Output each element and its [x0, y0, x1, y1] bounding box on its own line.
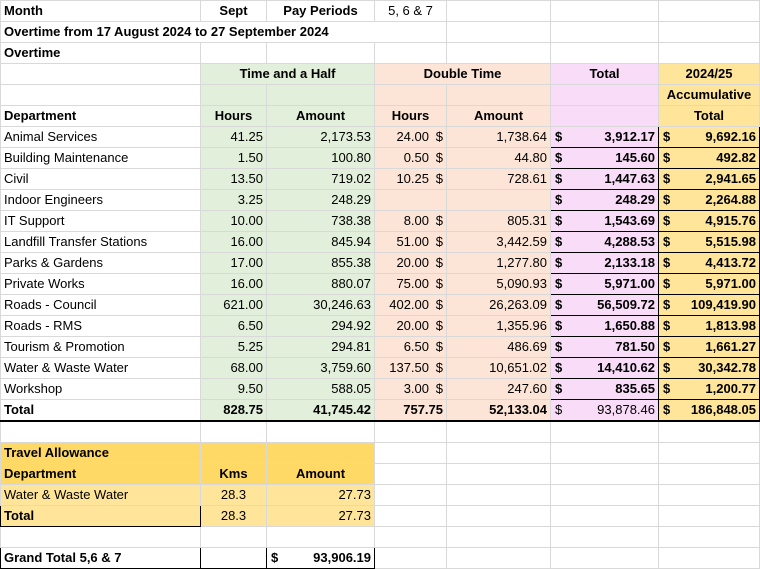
cell-value: 248.29: [615, 192, 655, 207]
currency-symbol: $: [663, 192, 671, 207]
accum-cell[interactable]: [659, 337, 760, 358]
department-cell[interactable]: Indoor Engineers: [1, 190, 201, 211]
total-cell[interactable]: [551, 316, 659, 337]
accum-cell[interactable]: [659, 127, 760, 148]
empty-cell[interactable]: [447, 485, 551, 506]
currency-symbol: $: [555, 402, 563, 417]
table-row: [1, 337, 760, 358]
th-hours-cell[interactable]: 3.25: [201, 190, 267, 211]
currency-symbol: $: [555, 297, 563, 312]
table-row: [1, 190, 760, 211]
currency-symbol: $: [435, 381, 443, 396]
cell-value: 51.00: [396, 234, 429, 249]
department-cell[interactable]: Civil: [1, 169, 201, 190]
empty-cell[interactable]: [551, 548, 659, 569]
range-text[interactable]: Overtime from 17 August 2024 to 27 September 2024: [1, 22, 447, 43]
currency-symbol: $: [555, 234, 563, 249]
empty-cell[interactable]: [375, 548, 447, 569]
pay-periods-label[interactable]: Pay Periods: [267, 1, 375, 22]
empty-cell[interactable]: [375, 443, 447, 464]
empty-cell[interactable]: [375, 464, 447, 485]
accum-cell[interactable]: [659, 295, 760, 316]
cell-value: 5,515.98: [705, 234, 756, 249]
total-header[interactable]: Total: [551, 64, 659, 85]
travel-amount-header[interactable]: Amount: [267, 464, 375, 485]
currency-symbol: $: [555, 255, 563, 270]
accum-cell[interactable]: [659, 379, 760, 400]
empty-cell[interactable]: [551, 464, 659, 485]
th-amount-cell[interactable]: 3,759.60: [267, 358, 375, 379]
travel-dept-header[interactable]: Department: [1, 464, 201, 485]
dt-amount-total[interactable]: 52,133.04: [447, 400, 551, 422]
empty-cell[interactable]: [375, 506, 447, 527]
table-row: [1, 148, 760, 169]
currency-symbol: $: [663, 297, 671, 312]
dt-hours-cell[interactable]: [375, 379, 447, 400]
currency-symbol: $: [663, 171, 671, 186]
travel-kms-header[interactable]: Kms: [201, 464, 267, 485]
empty-cell[interactable]: [447, 85, 551, 106]
empty-cell[interactable]: [267, 421, 375, 443]
dt-hours-cell[interactable]: [375, 232, 447, 253]
department-cell[interactable]: Roads - Council: [1, 295, 201, 316]
currency-symbol: $: [435, 297, 443, 312]
th-hours-cell[interactable]: 41.25: [201, 127, 267, 148]
cell-value: 4,288.53: [604, 234, 655, 249]
column-header-row: [1, 106, 760, 127]
totals-row: [1, 400, 760, 422]
cell-value: 5,971.00: [705, 276, 756, 291]
currency-symbol: $: [555, 318, 563, 333]
month-label[interactable]: Month: [1, 1, 201, 22]
currency-symbol: $: [435, 276, 443, 291]
cell-value: 20.00: [396, 318, 429, 333]
cell-value: 402.00: [389, 297, 429, 312]
section-title[interactable]: Overtime: [1, 43, 201, 64]
currency-symbol: $: [555, 360, 563, 375]
department-cell[interactable]: Workshop: [1, 379, 201, 400]
th-hours-cell[interactable]: 621.00: [201, 295, 267, 316]
cell-value: 24.00: [396, 129, 429, 144]
dt-hours-cell[interactable]: [375, 211, 447, 232]
table-row: [1, 379, 760, 400]
currency-symbol: $: [435, 213, 443, 228]
currency-symbol: $: [663, 318, 671, 333]
travel-total-label[interactable]: Total: [1, 506, 201, 527]
travel-title-row: [1, 443, 760, 464]
cell-value: 1,543.69: [604, 213, 655, 228]
empty-cell[interactable]: [201, 421, 267, 443]
total-cell[interactable]: [551, 274, 659, 295]
dt-hours-header[interactable]: Hours: [375, 106, 447, 127]
table-row: [1, 169, 760, 190]
cell-value: 2,264.88: [705, 192, 756, 207]
total-cell[interactable]: [551, 169, 659, 190]
section-row: [1, 43, 760, 64]
travel-amount-cell[interactable]: 27.73: [267, 485, 375, 506]
department-cell[interactable]: Parks & Gardens: [1, 253, 201, 274]
empty-cell[interactable]: [1, 85, 201, 106]
cell-value: 20.00: [396, 255, 429, 270]
currency-symbol: $: [271, 550, 279, 565]
currency-symbol: $: [555, 129, 563, 144]
currency-symbol: $: [435, 171, 443, 186]
dt-amount-cell[interactable]: 1,277.80: [447, 253, 551, 274]
time-half-header[interactable]: Time and a Half: [201, 64, 375, 85]
dt-amount-cell[interactable]: 26,263.09: [447, 295, 551, 316]
currency-symbol: $: [555, 192, 563, 207]
empty-cell[interactable]: [659, 421, 760, 443]
empty-cell[interactable]: [447, 548, 551, 569]
th-amount-cell[interactable]: 588.05: [267, 379, 375, 400]
dt-hours-total[interactable]: 757.75: [375, 400, 447, 422]
department-cell[interactable]: IT Support: [1, 211, 201, 232]
table-row: [1, 253, 760, 274]
total-cell[interactable]: [551, 232, 659, 253]
cell-value: 1,200.77: [705, 381, 756, 396]
currency-symbol: $: [555, 276, 563, 291]
cell-value: 3.00: [403, 381, 429, 396]
th-amount-cell[interactable]: 294.81: [267, 337, 375, 358]
th-amount-cell[interactable]: 294.92: [267, 316, 375, 337]
currency-symbol: $: [435, 360, 443, 375]
cell-value: 109,419.90: [690, 297, 756, 312]
empty-cell[interactable]: [659, 464, 760, 485]
currency-symbol: $: [663, 150, 671, 165]
grand-total-value[interactable]: [267, 548, 375, 569]
th-hours-total[interactable]: 828.75: [201, 400, 267, 422]
month-row: [1, 1, 760, 22]
dt-amount-cell[interactable]: 728.61: [447, 169, 551, 190]
table-row: [1, 232, 760, 253]
empty-cell[interactable]: [447, 527, 551, 548]
currency-symbol: $: [663, 276, 671, 291]
grand-overtime-total[interactable]: [551, 400, 659, 422]
accum-cell[interactable]: [659, 169, 760, 190]
currency-symbol: $: [435, 339, 443, 354]
dt-amount-cell[interactable]: 1,355.96: [447, 316, 551, 337]
accum-year-header[interactable]: 2024/25: [659, 64, 760, 85]
total-label[interactable]: Total: [1, 400, 201, 422]
dt-hours-cell[interactable]: [375, 127, 447, 148]
empty-cell[interactable]: [551, 106, 659, 127]
th-amount-cell[interactable]: 30,246.63: [267, 295, 375, 316]
empty-cell[interactable]: [375, 485, 447, 506]
grand-total-row: [1, 548, 760, 569]
empty-cell[interactable]: [1, 64, 201, 85]
empty-cell[interactable]: [447, 506, 551, 527]
cell-value: 145.60: [615, 150, 655, 165]
travel-dept-cell[interactable]: Water & Waste Water: [1, 485, 201, 506]
total-cell[interactable]: [551, 379, 659, 400]
total-cell[interactable]: [551, 148, 659, 169]
cell-value: 1,650.88: [604, 318, 655, 333]
empty-cell[interactable]: [447, 443, 551, 464]
dt-hours-cell[interactable]: [375, 316, 447, 337]
pay-periods-value[interactable]: 5, 6 & 7: [375, 1, 447, 22]
cell-value: 492.82: [716, 150, 756, 165]
cell-value: 10.25: [396, 171, 429, 186]
th-amount-cell[interactable]: 855.38: [267, 253, 375, 274]
cell-value: 4,413.72: [705, 255, 756, 270]
currency-symbol: $: [435, 318, 443, 333]
cell-value: 56,509.72: [597, 297, 655, 312]
dt-amount-cell[interactable]: 1,738.64: [447, 127, 551, 148]
empty-cell[interactable]: [447, 421, 551, 443]
empty-cell[interactable]: [659, 443, 760, 464]
dt-amount-cell[interactable]: 10,651.02: [447, 358, 551, 379]
table-row: [1, 358, 760, 379]
department-header[interactable]: Department: [1, 106, 201, 127]
empty-cell[interactable]: [551, 1, 659, 22]
empty-cell[interactable]: [201, 85, 267, 106]
table-row: [1, 316, 760, 337]
empty-cell[interactable]: [551, 527, 659, 548]
currency-symbol: $: [555, 339, 563, 354]
empty-cell[interactable]: [447, 464, 551, 485]
cell-value: 30,342.78: [698, 360, 756, 375]
double-time-header[interactable]: Double Time: [375, 64, 551, 85]
empty-cell[interactable]: [551, 43, 659, 64]
cell-value: 137.50: [389, 360, 429, 375]
cell-value: 6.50: [403, 339, 429, 354]
travel-total-amount[interactable]: 27.73: [267, 506, 375, 527]
cell-value: 93,878.46: [597, 402, 655, 417]
dt-amount-header[interactable]: Amount: [447, 106, 551, 127]
total-cell[interactable]: [551, 190, 659, 211]
empty-cell[interactable]: [201, 43, 267, 64]
dt-hours-cell[interactable]: [375, 295, 447, 316]
currency-symbol: $: [555, 150, 563, 165]
empty-cell[interactable]: [659, 527, 760, 548]
range-row: [1, 22, 760, 43]
currency-symbol: $: [555, 171, 563, 186]
department-cell[interactable]: Animal Services: [1, 127, 201, 148]
empty-cell[interactable]: [1, 527, 201, 548]
th-amount-cell[interactable]: 845.94: [267, 232, 375, 253]
cell-value: 781.50: [615, 339, 655, 354]
dt-hours-cell[interactable]: [375, 358, 447, 379]
department-cell[interactable]: Building Maintenance: [1, 148, 201, 169]
th-amount-cell[interactable]: 880.07: [267, 274, 375, 295]
cell-value: 835.65: [615, 381, 655, 396]
currency-symbol: $: [555, 213, 563, 228]
th-amount-cell[interactable]: 248.29: [267, 190, 375, 211]
empty-cell[interactable]: [659, 548, 760, 569]
cell-value: 1,661.27: [705, 339, 756, 354]
currency-symbol: $: [555, 381, 563, 396]
dt-hours-cell[interactable]: [375, 190, 447, 211]
grand-total-label[interactable]: Grand Total 5,6 & 7: [1, 548, 201, 569]
department-cell[interactable]: Tourism & Promotion: [1, 337, 201, 358]
currency-symbol: $: [663, 381, 671, 396]
currency-symbol: $: [663, 129, 671, 144]
cell-value: 1,447.63: [604, 171, 655, 186]
cell-value: 0.50: [403, 150, 429, 165]
dt-hours-cell[interactable]: [375, 274, 447, 295]
empty-row: [1, 527, 760, 548]
empty-cell[interactable]: [267, 85, 375, 106]
currency-symbol: $: [663, 360, 671, 375]
total-cell[interactable]: [551, 253, 659, 274]
department-cell[interactable]: Landfill Transfer Stations: [1, 232, 201, 253]
th-hours-cell[interactable]: 16.00: [201, 274, 267, 295]
empty-cell[interactable]: [267, 527, 375, 548]
total-cell[interactable]: [551, 358, 659, 379]
dt-amount-cell[interactable]: 805.31: [447, 211, 551, 232]
th-hours-cell[interactable]: 13.50: [201, 169, 267, 190]
currency-symbol: $: [663, 234, 671, 249]
accum-cell[interactable]: [659, 316, 760, 337]
travel-total-kms[interactable]: 28.3: [201, 506, 267, 527]
th-hours-cell[interactable]: 10.00: [201, 211, 267, 232]
th-amount-cell[interactable]: 738.38: [267, 211, 375, 232]
cell-value: 9,692.16: [705, 129, 756, 144]
cell-value: 14,410.62: [597, 360, 655, 375]
empty-cell[interactable]: [659, 1, 760, 22]
empty-cell[interactable]: [267, 443, 375, 464]
accum-total-header[interactable]: Total: [659, 106, 760, 127]
empty-cell[interactable]: [375, 85, 447, 106]
th-amount-total[interactable]: 41,745.42: [267, 400, 375, 422]
th-hours-cell[interactable]: 9.50: [201, 379, 267, 400]
table-row: [1, 295, 760, 316]
th-amount-header[interactable]: Amount: [267, 106, 375, 127]
th-amount-cell[interactable]: 2,173.53: [267, 127, 375, 148]
accum-cell[interactable]: [659, 190, 760, 211]
dt-hours-cell[interactable]: [375, 337, 447, 358]
travel-header-row: [1, 464, 760, 485]
empty-cell[interactable]: [659, 485, 760, 506]
cell-value: 3,912.17: [604, 129, 655, 144]
department-cell[interactable]: Roads - RMS: [1, 316, 201, 337]
th-hours-cell[interactable]: 1.50: [201, 148, 267, 169]
th-hours-cell[interactable]: 16.00: [201, 232, 267, 253]
currency-symbol: $: [663, 339, 671, 354]
th-amount-cell[interactable]: 100.80: [267, 148, 375, 169]
dt-amount-cell[interactable]: 44.80: [447, 148, 551, 169]
empty-cell[interactable]: [201, 548, 267, 569]
empty-cell[interactable]: [551, 443, 659, 464]
empty-cell[interactable]: [267, 43, 375, 64]
empty-cell[interactable]: [447, 22, 551, 43]
cell-value: 8.00: [403, 213, 429, 228]
empty-cell[interactable]: [659, 22, 760, 43]
accum-cell[interactable]: [659, 274, 760, 295]
dt-amount-cell[interactable]: [447, 190, 551, 211]
total-cell[interactable]: [551, 295, 659, 316]
accum-cell[interactable]: [659, 232, 760, 253]
accum-cell[interactable]: [659, 253, 760, 274]
currency-symbol: $: [663, 402, 671, 417]
th-hours-cell[interactable]: 6.50: [201, 316, 267, 337]
currency-symbol: $: [435, 255, 443, 270]
dt-hours-cell[interactable]: [375, 148, 447, 169]
th-hours-header[interactable]: Hours: [201, 106, 267, 127]
empty-cell[interactable]: [551, 421, 659, 443]
empty-cell[interactable]: [659, 506, 760, 527]
currency-symbol: $: [663, 213, 671, 228]
cell-value: 5,971.00: [604, 276, 655, 291]
travel-title[interactable]: Travel Allowance: [1, 443, 201, 464]
th-amount-cell[interactable]: 719.02: [267, 169, 375, 190]
empty-cell[interactable]: [551, 22, 659, 43]
cell-value: 75.00: [396, 276, 429, 291]
accum-label-header[interactable]: Accumulative: [659, 85, 760, 106]
cell-value: 2,133.18: [604, 255, 655, 270]
dt-amount-cell[interactable]: 5,090.93: [447, 274, 551, 295]
table-row: [1, 274, 760, 295]
dt-hours-cell[interactable]: [375, 253, 447, 274]
group-header-row-2: [1, 85, 760, 106]
currency-symbol: $: [435, 129, 443, 144]
empty-cell[interactable]: [201, 443, 267, 464]
empty-cell[interactable]: [551, 485, 659, 506]
empty-cell[interactable]: [551, 506, 659, 527]
travel-total-row: [1, 506, 760, 527]
cell-value: 186,848.05: [690, 402, 756, 417]
travel-data-row: [1, 485, 760, 506]
total-cell[interactable]: [551, 127, 659, 148]
cell-value: 1,813.98: [705, 318, 756, 333]
total-cell[interactable]: [551, 337, 659, 358]
group-header-row: [1, 64, 760, 85]
empty-cell[interactable]: [1, 421, 201, 443]
table-row: [1, 211, 760, 232]
accum-grand-total[interactable]: [659, 400, 760, 422]
empty-cell[interactable]: [447, 1, 551, 22]
empty-cell[interactable]: [201, 527, 267, 548]
accum-cell[interactable]: [659, 148, 760, 169]
total-cell[interactable]: [551, 211, 659, 232]
month-value[interactable]: Sept: [201, 1, 267, 22]
currency-symbol: $: [435, 234, 443, 249]
th-hours-cell[interactable]: 5.25: [201, 337, 267, 358]
cell-value: 4,915.76: [705, 213, 756, 228]
empty-cell[interactable]: [375, 43, 447, 64]
dt-amount-cell[interactable]: 486.69: [447, 337, 551, 358]
empty-cell[interactable]: [375, 421, 447, 443]
travel-kms-cell[interactable]: 28.3: [201, 485, 267, 506]
dt-amount-cell[interactable]: 247.60: [447, 379, 551, 400]
department-cell[interactable]: Water & Waste Water: [1, 358, 201, 379]
th-hours-cell[interactable]: 68.00: [201, 358, 267, 379]
department-cell[interactable]: Private Works: [1, 274, 201, 295]
empty-cell[interactable]: [447, 43, 551, 64]
table-row: [1, 127, 760, 148]
cell-value: 93,906.19: [313, 550, 371, 565]
accum-cell[interactable]: [659, 358, 760, 379]
th-hours-cell[interactable]: 17.00: [201, 253, 267, 274]
currency-symbol: $: [663, 255, 671, 270]
empty-cell[interactable]: [375, 527, 447, 548]
currency-symbol: $: [435, 150, 443, 165]
empty-row: [1, 421, 760, 443]
accum-cell[interactable]: [659, 211, 760, 232]
empty-cell[interactable]: [551, 85, 659, 106]
empty-cell[interactable]: [659, 43, 760, 64]
cell-value: 2,941.65: [705, 171, 756, 186]
dt-hours-cell[interactable]: [375, 169, 447, 190]
dt-amount-cell[interactable]: 3,442.59: [447, 232, 551, 253]
